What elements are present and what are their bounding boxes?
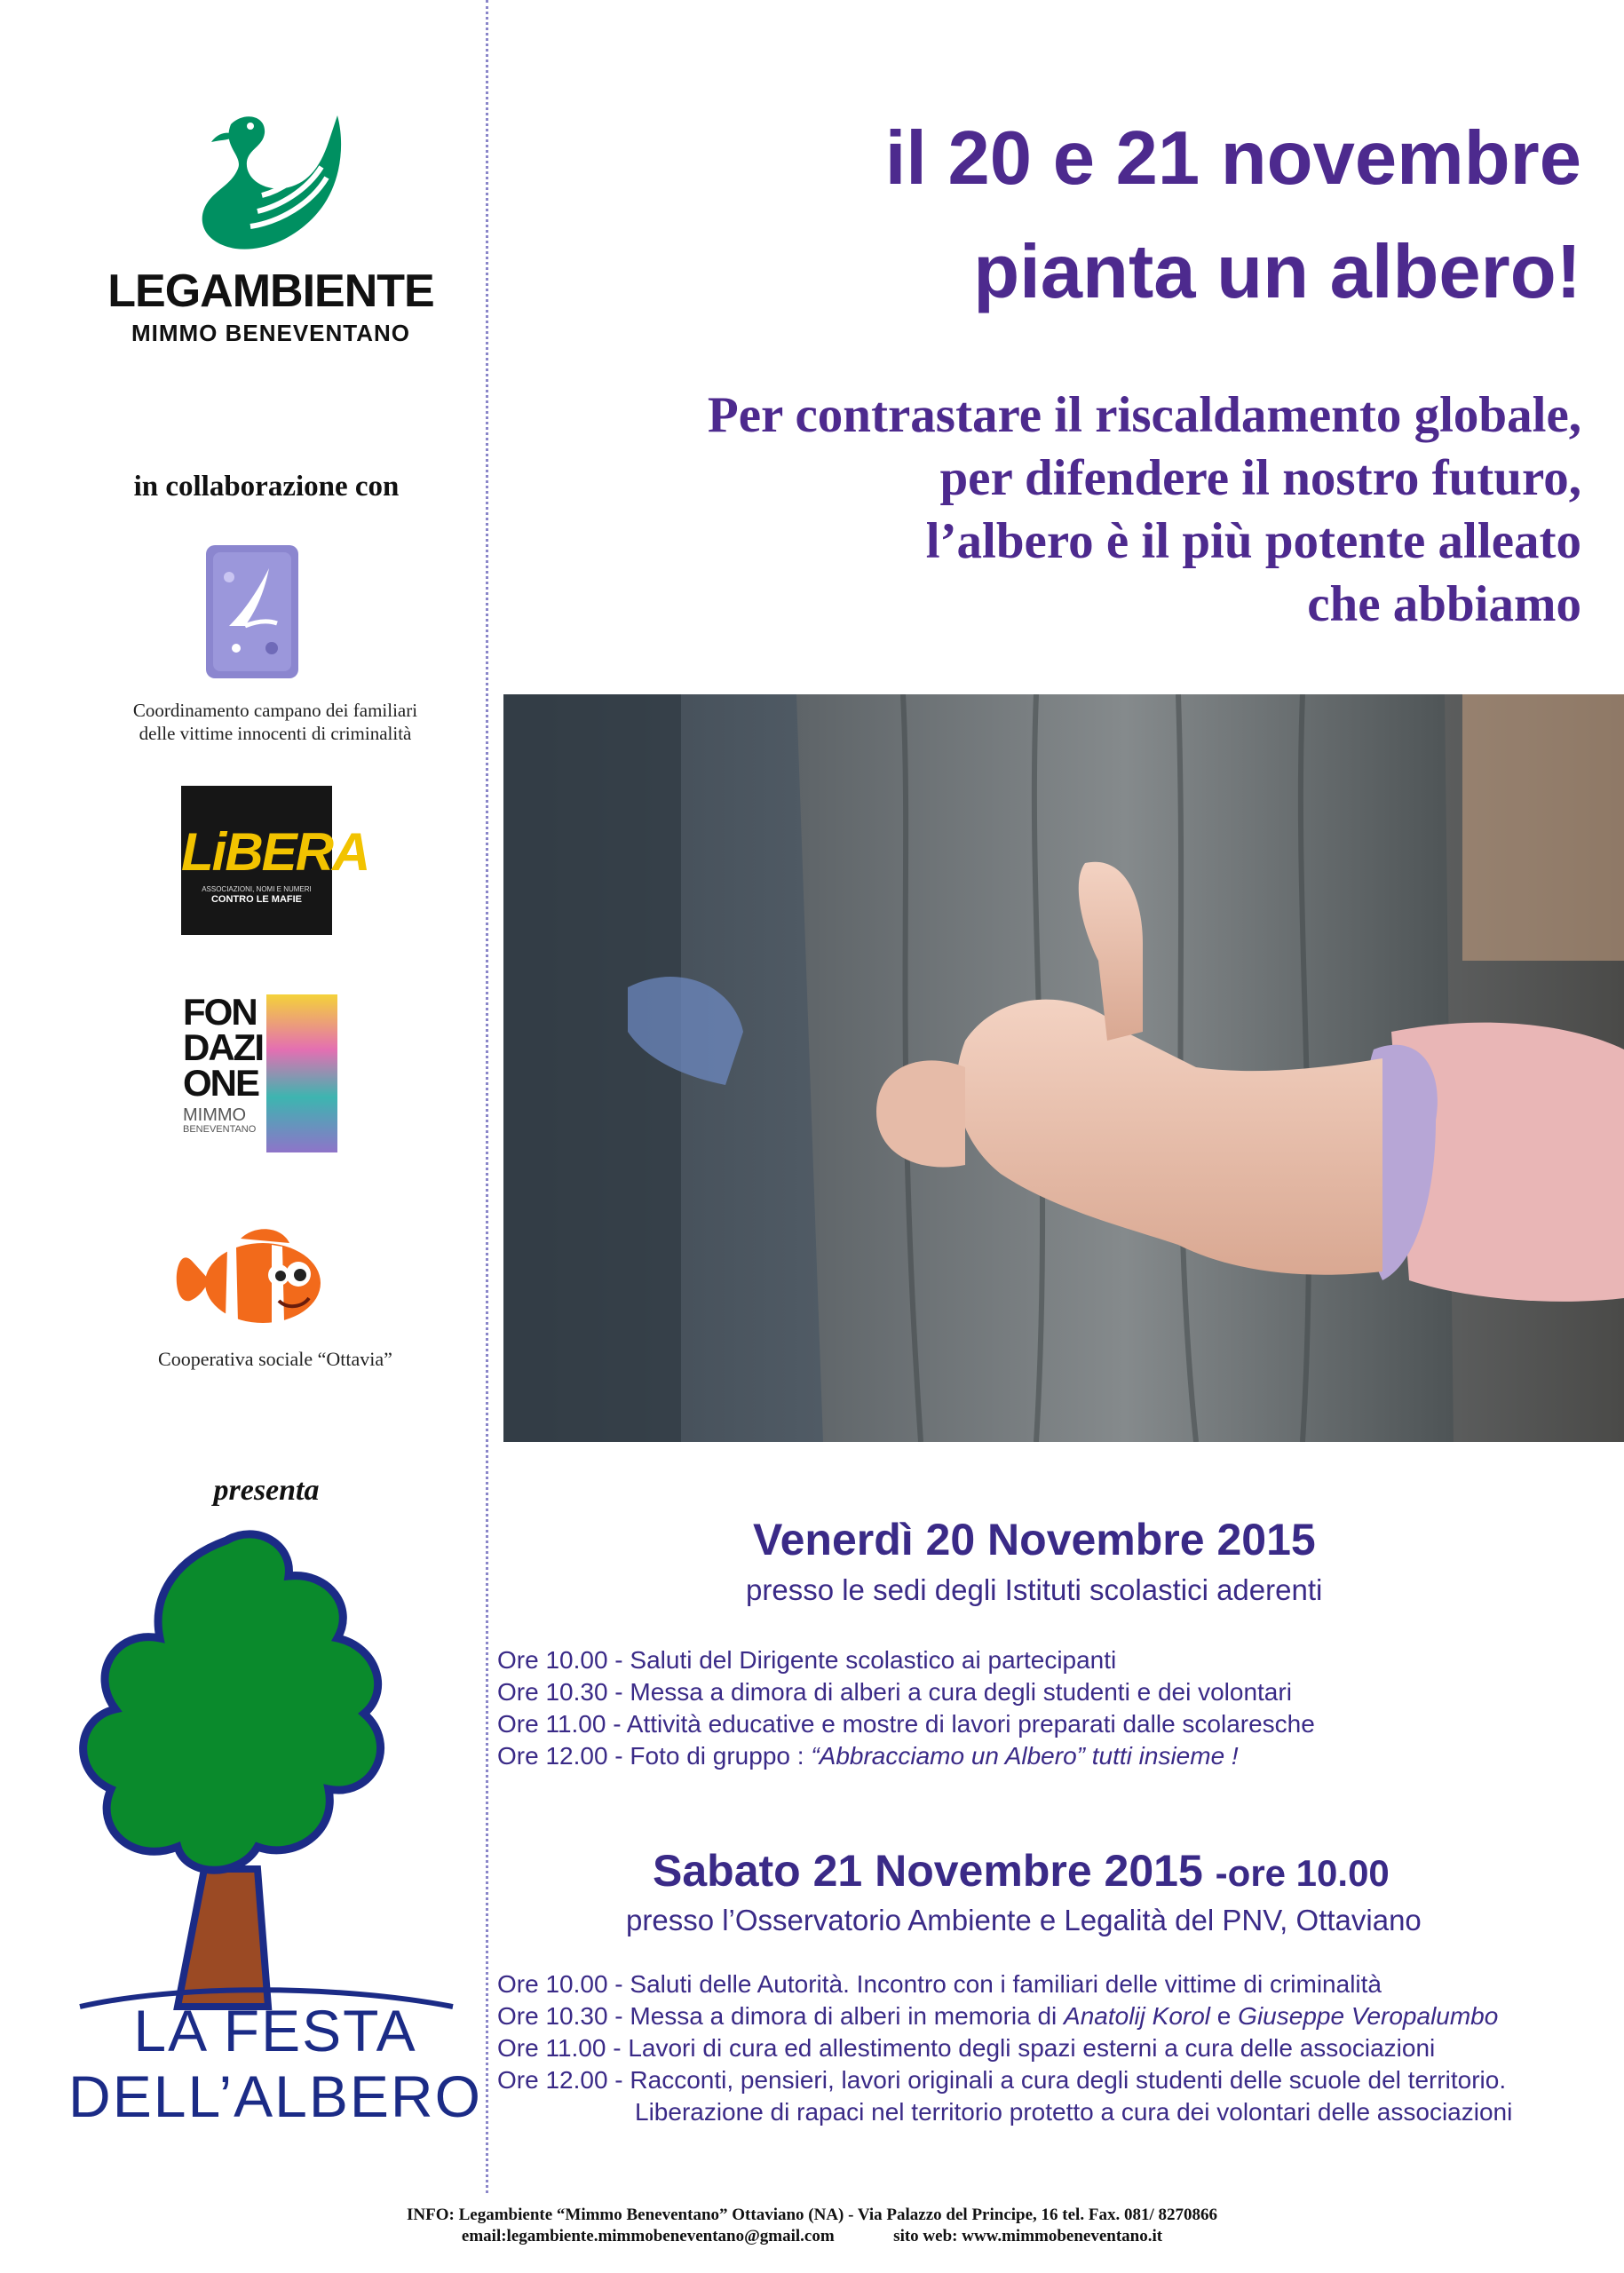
headline	[516, 102, 1581, 329]
partner1-caption-line2: delle vittime innocenti di criminalità	[139, 723, 412, 744]
libera-logo	[181, 786, 369, 935]
day2-item-2	[497, 2000, 1512, 2032]
day2-item-2-name1: Anatolij Korol	[1064, 2002, 1211, 2030]
subheadline	[516, 384, 1581, 636]
coop-caption: Cooperativa sociale “Ottavia”	[158, 1348, 392, 1370]
subheadline-line3: l’albero è il più potente alleato	[925, 513, 1581, 569]
day2-item-2-and: e	[1210, 2002, 1239, 2030]
subheadline-line4: che abbiamo	[1307, 576, 1581, 632]
day2-title-time: -ore 10.00	[1215, 1852, 1390, 1894]
footer-info-line1: INFO: Legambiente “Mimmo Beneventano” Ottaviano (NA) - Via Palazzo del Principe, 16 tel. Fax. 081/ 8270866	[407, 2206, 1217, 2224]
day1-item-4-italic: “Abbracciamo un Albero” tutti insieme !	[811, 1742, 1239, 1770]
fondazione-line3: ONE	[183, 1062, 259, 1104]
day2-item-4: Ore 12.00 - Racconti, pensieri, lavori originali a cura degli studenti delle scuole del territorio.	[497, 2066, 1507, 2094]
fondazione-line4: MIMMO	[183, 1105, 247, 1125]
day2-item-2-prefix: Ore 10.30 - Messa a dimora di alberi in memoria di	[497, 2002, 1065, 2030]
day1-item-3: Ore 11.00 - Attività educative e mostre di lavori preparati dalle scolaresche	[497, 1710, 1315, 1738]
fondazione-logo	[179, 991, 337, 1152]
day2-item-3: Ore 11.00 - Lavori di cura ed allestimento degli spazi esterni a cura delle associazioni	[497, 2034, 1436, 2062]
headline-line1: il 20 e 21 novembre	[884, 116, 1581, 201]
fondazione-line1: FON	[183, 991, 257, 1033]
legambiente-wordmark: LEGAMBIENTE	[107, 265, 434, 317]
day1-item-4-prefix: Ore 12.00 - Foto di gruppo :	[497, 1742, 812, 1770]
libera-wordmark: LiBERA	[181, 822, 369, 882]
subheadline-line2: per difendere il nostro futuro,	[939, 450, 1581, 506]
day1-item-1: Ore 10.00 - Saluti del Dirigente scolastico ai partecipanti	[497, 1646, 1117, 1674]
hands-hugging-tree-photo	[503, 694, 1624, 1442]
tree-illustration	[71, 1523, 462, 2020]
libera-tagline-2: CONTRO LE MAFIE	[210, 894, 303, 905]
day2-place: presso l’Osservatorio Ambiente e Legalità del PNV, Ottaviano	[626, 1904, 1422, 1936]
headline-line2: pianta un albero!	[973, 230, 1581, 314]
day2-schedule	[497, 1968, 1512, 2128]
legambiente-subtitle: MIMMO BENEVENTANO	[131, 320, 411, 346]
partner1-caption-line1: Coordinamento campano dei familiari	[132, 700, 418, 721]
collab-label: in collaborazione con	[133, 471, 400, 503]
subheadline-line1: Per contrastare il riscaldamento globale,	[707, 387, 1581, 443]
day2-title	[653, 1845, 1390, 1897]
familiari-vittime-logo	[202, 542, 302, 682]
libera-tagline: ASSOCIAZIONI, NOMI E NUMERI	[202, 885, 312, 893]
day2-item-5: Liberazione di rapaci nel territorio protetto a cura dei volontari delle associazioni	[635, 2098, 1513, 2126]
day2-title-date: Sabato 21 Novembre 2015	[653, 1846, 1203, 1896]
day1-item-4	[497, 1740, 1315, 1772]
day2-item-1: Ore 10.00 - Saluti delle Autorità. Incontro con i familiari delle vittime di criminalità	[497, 1970, 1382, 1998]
day2-item-2-name2: Giuseppe Veropalumbo	[1238, 2002, 1499, 2030]
day1-schedule	[497, 1644, 1315, 1772]
festa-title-line1: LA FESTA	[133, 1998, 417, 2063]
clownfish-icon	[174, 1225, 334, 1341]
day1-place: presso le sedi degli Istituti scolastici aderenti	[746, 1573, 1323, 1606]
fondazione-line2: DAZI	[183, 1026, 263, 1068]
festa-title-line2: DELL’ALBERO	[68, 2063, 482, 2129]
presenta-label: presenta	[213, 1474, 320, 1507]
festa-title	[67, 1998, 484, 2129]
dotted-divider	[486, 0, 488, 2193]
fondazione-line5: BENEVENTANO	[183, 1124, 257, 1135]
legambiente-swan-logo	[195, 107, 346, 262]
day1-title: Venerdì 20 Novembre 2015	[753, 1515, 1316, 1564]
footer-info-line2: email:legambiente.mimmobeneventano@gmail.com sito web: www.mimmobeneventano.it	[461, 2227, 1163, 2245]
day1-item-2: Ore 10.30 - Messa a dimora di alberi a cura degli studenti e dei volontari	[497, 1678, 1292, 1706]
